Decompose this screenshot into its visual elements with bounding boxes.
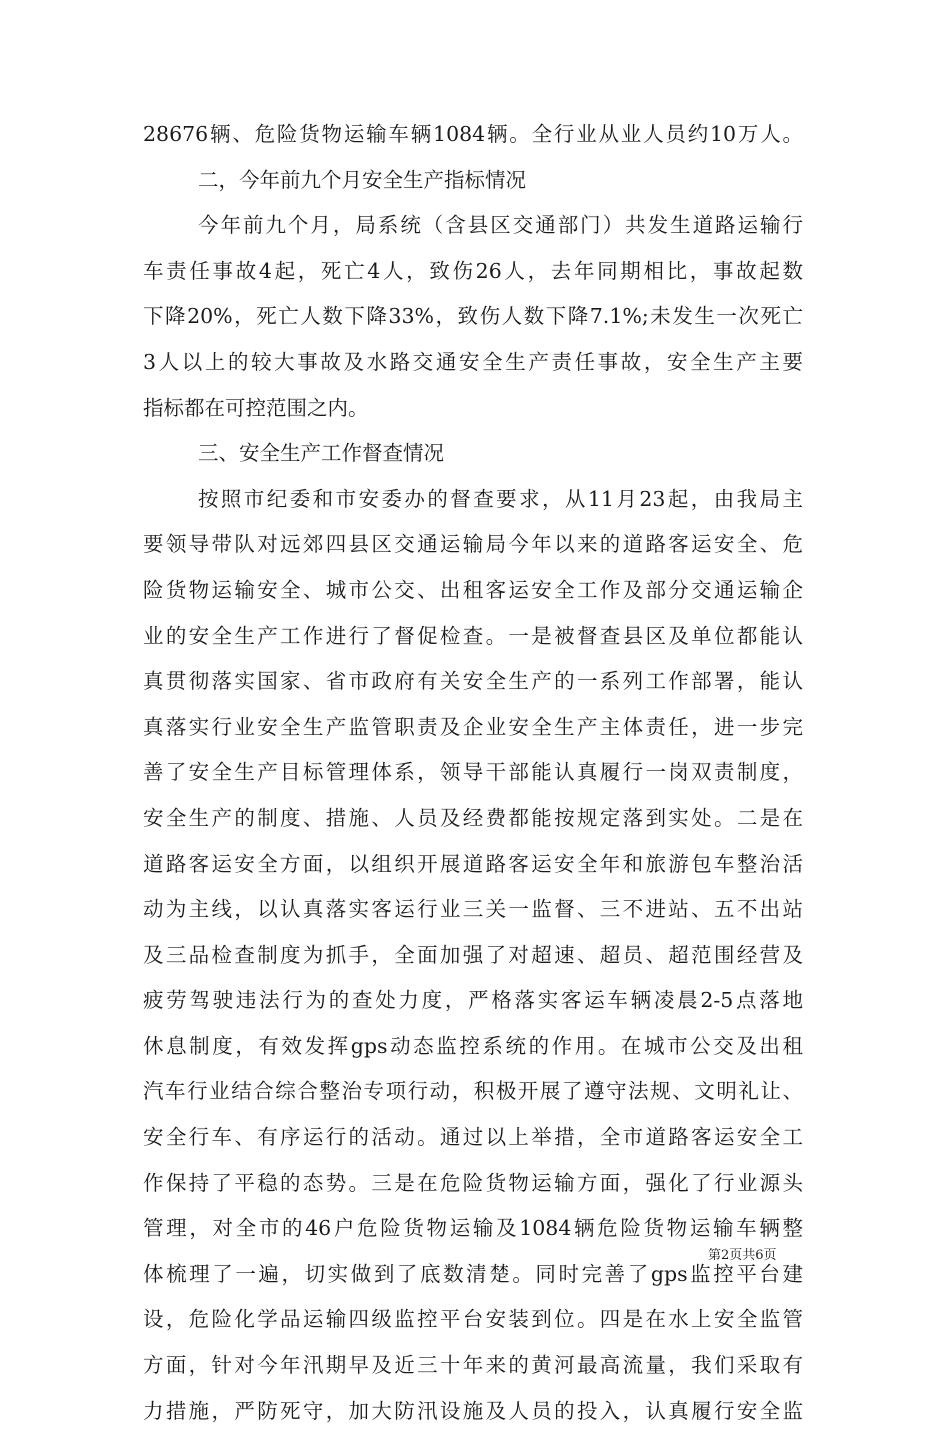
text-line: 业的安全生产工作进行了督促检查。一是被督查县区及单位都能认 (143, 623, 803, 648)
text-line: 指标都在可控范围之内。 (143, 395, 369, 420)
text-line: 安全行车、有序运行的活动。通过以上举措，全市道路客运安全工 (143, 1125, 803, 1150)
text-line: 要领导带队对远郊四县区交通运输局今年以来的道路客运安全、危 (143, 532, 803, 557)
text-line: 车责任事故4起，死亡4人，致伤26人，去年同期相比，事故起数 (143, 258, 803, 283)
section-heading: 二，今年前九个月安全生产指标情况 (198, 167, 526, 192)
text-line: 体梳理了一遍，切实做到了底数清楚。同时完善了gps监控平台建 (143, 1261, 803, 1286)
text-line: 善了安全生产目标管理体系，领导干部能认真履行一岗双责制度， (143, 760, 803, 785)
text-line: 动为主线，以认真落实客运行业三关一监督、三不进站、五不出站 (143, 897, 803, 922)
text-line: 疲劳驾驶违法行为的查处力度，严格落实客运车辆凌晨2-5点落地 (143, 988, 803, 1013)
page-number: 第2页共6页 (708, 1248, 777, 1263)
body-text (143, 112, 803, 1434)
text-line: 按照市纪委和市安委办的督查要求，从11月23起，由我局主 (198, 486, 803, 511)
text-line: 及三品检查制度为抓手，全面加强了对超速、超员、超范围经营及 (143, 942, 803, 967)
text-line: 险货物运输安全、城市公交、出租客运安全工作及部分交通运输企 (143, 577, 803, 602)
text-line: 下降20%，死亡人数下降33%，致伤人数下降7.1%;未发生一次死亡 (143, 304, 803, 329)
text-line: 休息制度，有效发挥gps动态监控系统的作用。在城市公交及出租 (143, 1033, 803, 1058)
section-heading: 三、安全生产工作督查情况 (198, 441, 444, 466)
text-line: 方面，针对今年汛期早及近三十年来的黄河最高流量，我们采取有 (143, 1353, 803, 1378)
text-line: 力措施，严防死守，加大防汛设施及人员的投入，认真履行安全监 (143, 1398, 803, 1423)
text-line: 管理，对全市的46户危险货物运输及1084辆危险货物运输车辆整 (143, 1216, 803, 1241)
text-line: 设，危险化学品运输四级监控平台安装到位。四是在水上安全监管 (143, 1307, 803, 1332)
text-line: 真贯彻落实国家、省市政府有关安全生产的一系列工作部署，能认 (143, 669, 803, 694)
text-line: 作保持了平稳的态势。三是在危险货物运输方面，强化了行业源头 (143, 1170, 803, 1195)
text-line: 真落实行业安全生产监管职责及企业安全生产主体责任，进一步完 (143, 714, 803, 739)
text-line: 3人以上的较大事故及水路交通安全生产责任事故，安全生产主要 (143, 349, 803, 374)
text-line: 安全生产的制度、措施、人员及经费都能按规定落到实处。二是在 (143, 805, 803, 830)
text-line: 今年前九个月，局系统（含县区交通部门）共发生道路运输行 (198, 213, 803, 238)
text-line: 汽车行业结合综合整治专项行动，积极开展了遵守法规、文明礼让、 (143, 1079, 803, 1104)
text-line: 28676辆、危险货物运输车辆1084辆。全行业从业人员约10万人。 (143, 122, 803, 146)
text-line: 道路客运安全方面，以组织开展道路客运安全年和旅游包车整治活 (143, 851, 803, 876)
